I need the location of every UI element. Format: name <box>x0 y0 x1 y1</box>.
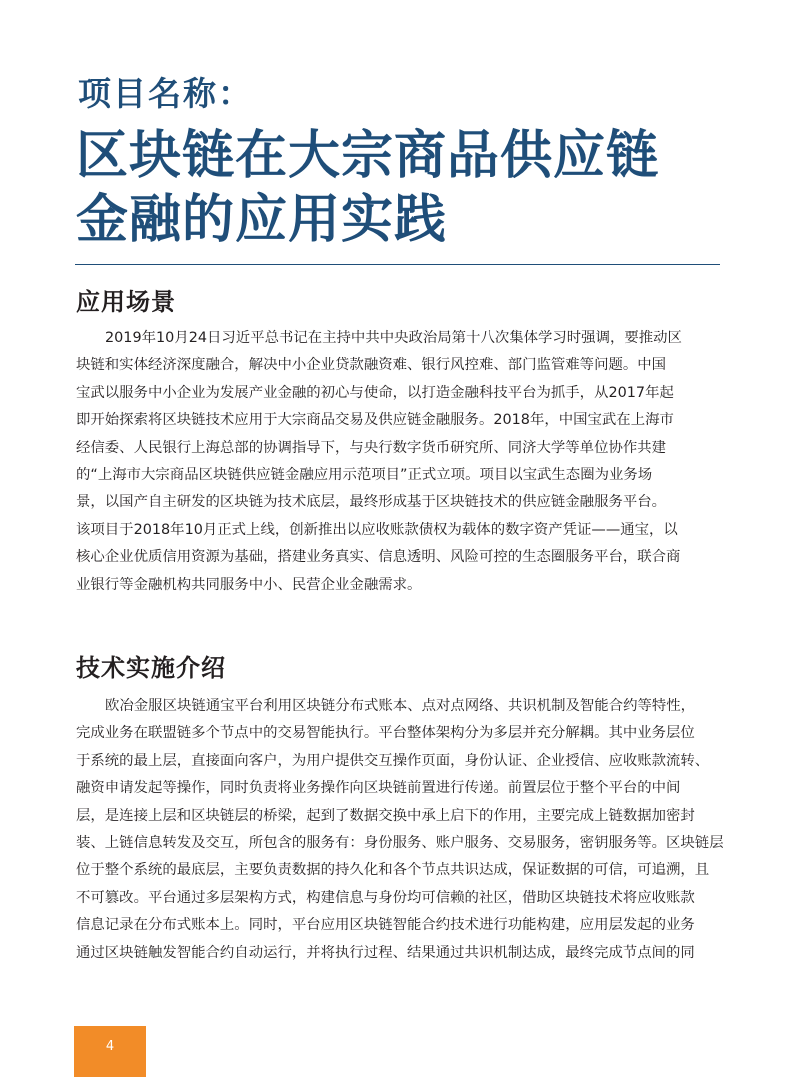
text-line: 层，是连接上层和区块链层的桥梁，起到了数据交换中承上启下的作用，主要完成上链数据加密封 <box>76 807 695 824</box>
text-line: 融资申请发起等操作，同时负责将业务操作向区块链前置进行传递。前置层位于整个平台的中间 <box>76 780 681 797</box>
title-line-2: 金融的应用实践 <box>76 190 448 250</box>
text-line: 核心企业优质信用资源为基础，搭建业务真实、信息透明、风险可控的生态圈服务平台，联合商 <box>76 549 681 566</box>
text-line: 不可篡改。平台通过多层架构方式，构建信息与身份均可信赖的社区，借助区块链技术将应收账款 <box>76 889 695 906</box>
text-line: 装、上链信息转发及交互，所包含的服务有：身份服务、账户服务、交易服务，密钥服务等。区块链层 <box>76 835 724 852</box>
text-line: 的“上海市大宗商品区块链供应链金融应用示范项目”正式立项。项目以宝武生态圈为业务场 <box>76 467 653 484</box>
text-line: 位于整个系统的最底层，主要负责数据的持久化和各个节点共识达成，保证数据的可信，可追溯，且 <box>76 862 710 879</box>
text-line: 通过区块链触发智能合约自动运行，并将执行过程、结果通过共识机制达成，最终完成节点间的同 <box>76 944 695 961</box>
text-line: 经信委、人民银行上海总部的协调指导下，与央行数字货币研究所、同济大学等单位协作共建 <box>76 439 667 456</box>
project-name-label: 项目名称： <box>78 74 253 113</box>
page-number: 4 <box>105 1039 115 1054</box>
text-line: 宝武以服务中小企业为发展产业金融的初心与使命，以打造金融科技平台为抓手，从2017年起 <box>76 384 674 401</box>
text-line: 该项目于2018年10月正式上线，创新推出以应收账款债权为载体的数字资产凭证——通宝，以 <box>76 521 678 538</box>
section-heading-technical-implementation: 技术实施介绍 <box>76 654 226 682</box>
text-line: 即开始探索将区块链技术应用于大宗商品交易及供应链金融服务。2018年，中国宝武在上海市 <box>76 412 674 429</box>
text-line: 2019年10月24日习近平总书记在主持中共中央政治局第十八次集体学习时强调，要推动区 <box>105 330 682 346</box>
text-line: 完成业务在联盟链多个节点中的交易智能执行。平台整体架构分为多层并充分解耦。其中业务层位 <box>76 725 695 742</box>
section-paragraph-application-scenario <box>76 325 726 599</box>
section-heading-application-scenario: 应用场景 <box>76 288 176 316</box>
title-divider <box>75 264 720 265</box>
text-line: 信息记录在分布式账本上。同时，平台应用区块链智能合约技术进行功能构建，应用层发起的业务 <box>76 917 695 934</box>
text-line: 于系统的最上层，直接面向客户，为用户提供交互操作页面，身份认证、企业授信、应收账款流转、 <box>76 752 710 769</box>
text-line: 业银行等金融机构共同服务中小、民营企业金融需求。 <box>76 576 422 593</box>
text-line: 欧冶金服区块链通宝平台利用区块链分布式账本、点对点网络、共识机制及智能合约等特性， <box>105 698 696 714</box>
text-line: 景，以国产自主研发的区块链为技术底层，最终形成基于区块链技术的供应链金融服务平台。 <box>76 494 667 511</box>
text-line: 块链和实体经济深度融合，解决中小企业贷款融资难、银行风控难、部门监管难等问题。中国 <box>76 357 667 374</box>
title-line-1: 区块链在大宗商品供应链 <box>76 126 660 186</box>
page-title <box>76 124 736 252</box>
section-paragraph-technical-implementation <box>76 693 726 967</box>
page-number-badge <box>74 1026 146 1077</box>
